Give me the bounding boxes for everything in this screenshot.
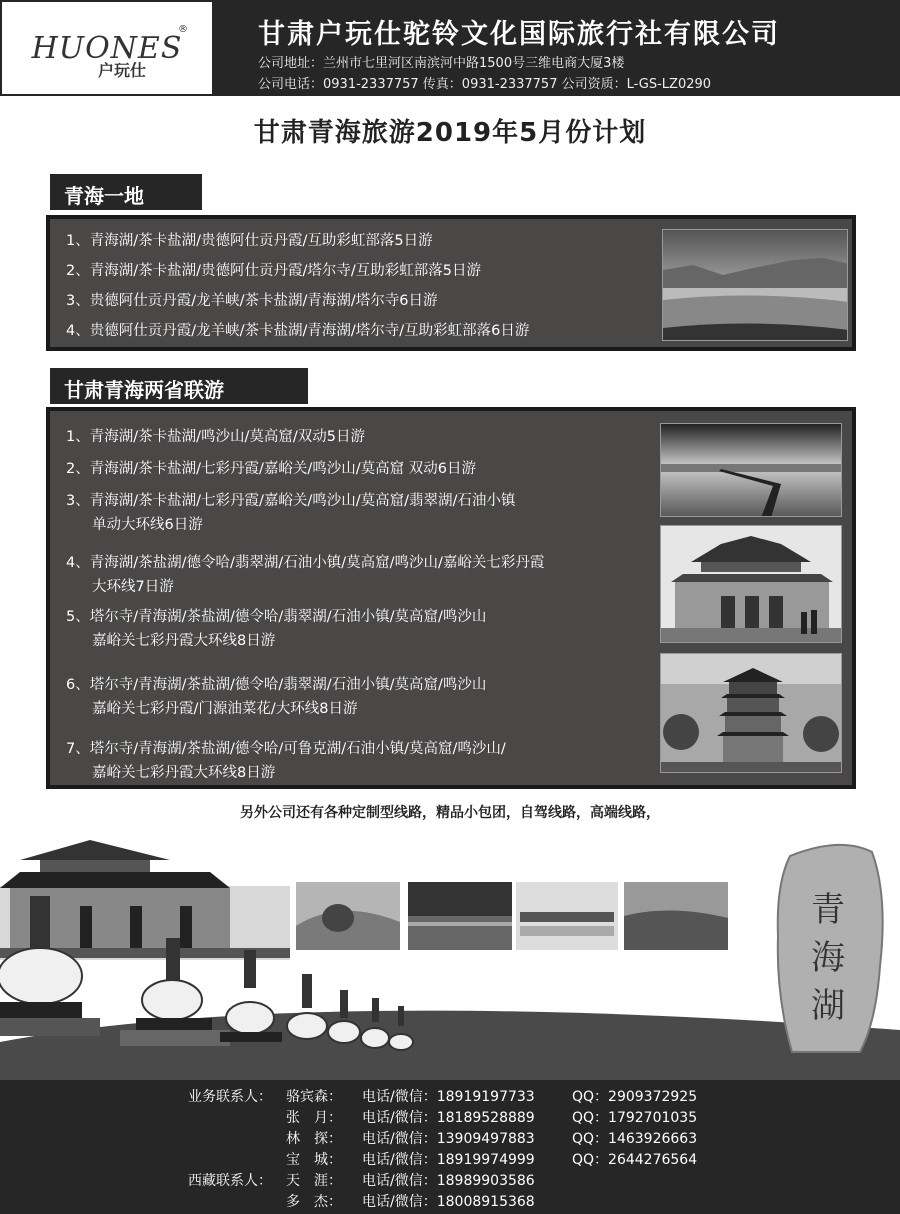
lake-photo bbox=[662, 229, 848, 341]
section-panel-gansu-qinghai bbox=[46, 407, 856, 789]
route-item: 6、塔尔寺/青海湖/茶盐湖/德令哈/翡翠湖/石油小镇/莫高窟/鸣沙山 bbox=[66, 677, 487, 693]
company-phone: 公司电话：0931-2337757 传真：0931-2337757 公司资质：L-GS-LZ0290 bbox=[258, 77, 712, 92]
registered-mark: ® bbox=[178, 24, 188, 35]
company-name: 甘肃户玩仕驼铃文化国际旅行社有限公司 bbox=[258, 19, 780, 50]
route-item: 3、青海湖/茶卡盐湖/七彩丹霞/嘉峪关/鸣沙山/莫高窟/翡翠湖/石油小镇 bbox=[66, 493, 516, 509]
contact-phone: 电话/微信：18989903586 bbox=[362, 1173, 535, 1189]
contact-name: 天 涯： bbox=[286, 1173, 342, 1189]
scenery-banner bbox=[0, 826, 900, 1080]
logo-subtitle: 户玩仕 bbox=[98, 61, 147, 80]
contact-footer bbox=[0, 1080, 900, 1214]
contact-phone: 电话/微信：18919197733 bbox=[362, 1089, 535, 1105]
contact-phone: 电话/微信：13909497883 bbox=[362, 1131, 535, 1147]
stone-inscription bbox=[806, 886, 850, 1030]
contact-role: 西藏联系人： bbox=[188, 1173, 272, 1189]
contact-name: 林 探： bbox=[286, 1131, 342, 1147]
route-item-cont: 大环线7日游 bbox=[92, 579, 174, 595]
stone-char: 海 bbox=[811, 938, 845, 978]
contact-phone: 电话/微信：18919974999 bbox=[362, 1152, 535, 1168]
contact-name: 多 杰： bbox=[286, 1194, 342, 1210]
route-item: 5、塔尔寺/青海湖/茶盐湖/德令哈/翡翠湖/石油小镇/莫高窟/鸣沙山 bbox=[66, 609, 487, 625]
contact-qq: QQ：2909372925 bbox=[572, 1089, 698, 1105]
route-item: 4、贵德阿仕贡丹霞/龙羊峡/茶卡盐湖/青海湖/塔尔寺/互助彩虹部落6日游 bbox=[66, 323, 530, 339]
route-item: 7、塔尔寺/青海湖/茶盐湖/德令哈/可鲁克湖/石油小镇/莫高窟/鸣沙山/ bbox=[66, 741, 506, 757]
page-title: 甘肃青海旅游2019年5月份计划 bbox=[253, 118, 647, 148]
route-item-cont: 嘉峪关七彩丹霞大环线8日游 bbox=[92, 633, 276, 649]
contact-qq: QQ：2644276564 bbox=[572, 1152, 698, 1168]
contact-name: 宝 城： bbox=[286, 1152, 342, 1168]
route-item: 4、青海湖/茶盐湖/德令哈/翡翠湖/石油小镇/莫高窟/鸣沙山/嘉峪关七彩丹霞 bbox=[66, 555, 545, 571]
route-item: 2、青海湖/茶卡盐湖/贵德阿仕贡丹霞/塔尔寺/互助彩虹部落5日游 bbox=[66, 263, 481, 279]
route-item: 2、青海湖/茶卡盐湖/七彩丹霞/嘉峪关/鸣沙山/莫高窟 双动6日游 bbox=[66, 461, 476, 477]
contact-qq: QQ：1463926663 bbox=[572, 1131, 698, 1147]
stone-char: 青 bbox=[811, 890, 845, 930]
contact-role: 业务联系人： bbox=[188, 1089, 272, 1105]
pagoda-photo bbox=[660, 653, 842, 773]
company-logo bbox=[0, 0, 214, 96]
route-item: 1、青海湖/茶卡盐湖/鸣沙山/莫高窟/双动5日游 bbox=[66, 429, 365, 445]
route-item: 3、贵德阿仕贡丹霞/龙羊峡/茶卡盐湖/青海湖/塔尔寺6日游 bbox=[66, 293, 438, 309]
section-tab-gansu-qinghai: 甘肃青海两省联游 bbox=[50, 368, 308, 404]
route-item-cont: 嘉峪关七彩丹霞/门源油菜花/大环线8日游 bbox=[92, 701, 358, 717]
section-tab-qinghai: 青海一地 bbox=[50, 174, 202, 210]
contact-qq: QQ：1792701035 bbox=[572, 1110, 698, 1126]
route-item-cont: 单动大环线6日游 bbox=[92, 517, 203, 533]
contact-phone: 电话/微信：18189528889 bbox=[362, 1110, 535, 1126]
stone-char: 湖 bbox=[811, 986, 845, 1026]
contact-name: 骆宾森： bbox=[286, 1089, 342, 1105]
temple-photo bbox=[660, 525, 842, 643]
header bbox=[0, 0, 900, 96]
contact-phone: 电话/微信：18008915368 bbox=[362, 1194, 535, 1210]
contact-name: 张 月： bbox=[286, 1110, 342, 1126]
company-address: 公司地址：兰州市七里河区南滨河中路1500号三维电商大厦3楼 bbox=[258, 56, 625, 71]
salt-lake-photo bbox=[660, 423, 842, 517]
logo-text: HUONES bbox=[31, 30, 183, 66]
route-item: 1、青海湖/茶卡盐湖/贵德阿仕贡丹霞/互助彩虹部落5日游 bbox=[66, 233, 433, 249]
route-item-cont: 嘉峪关七彩丹霞大环线8日游 bbox=[92, 765, 276, 781]
other-routes-note: 另外公司还有各种定制型线路，精品小包团，自驾线路，高端线路， bbox=[240, 805, 660, 821]
section-panel-qinghai bbox=[46, 215, 856, 351]
